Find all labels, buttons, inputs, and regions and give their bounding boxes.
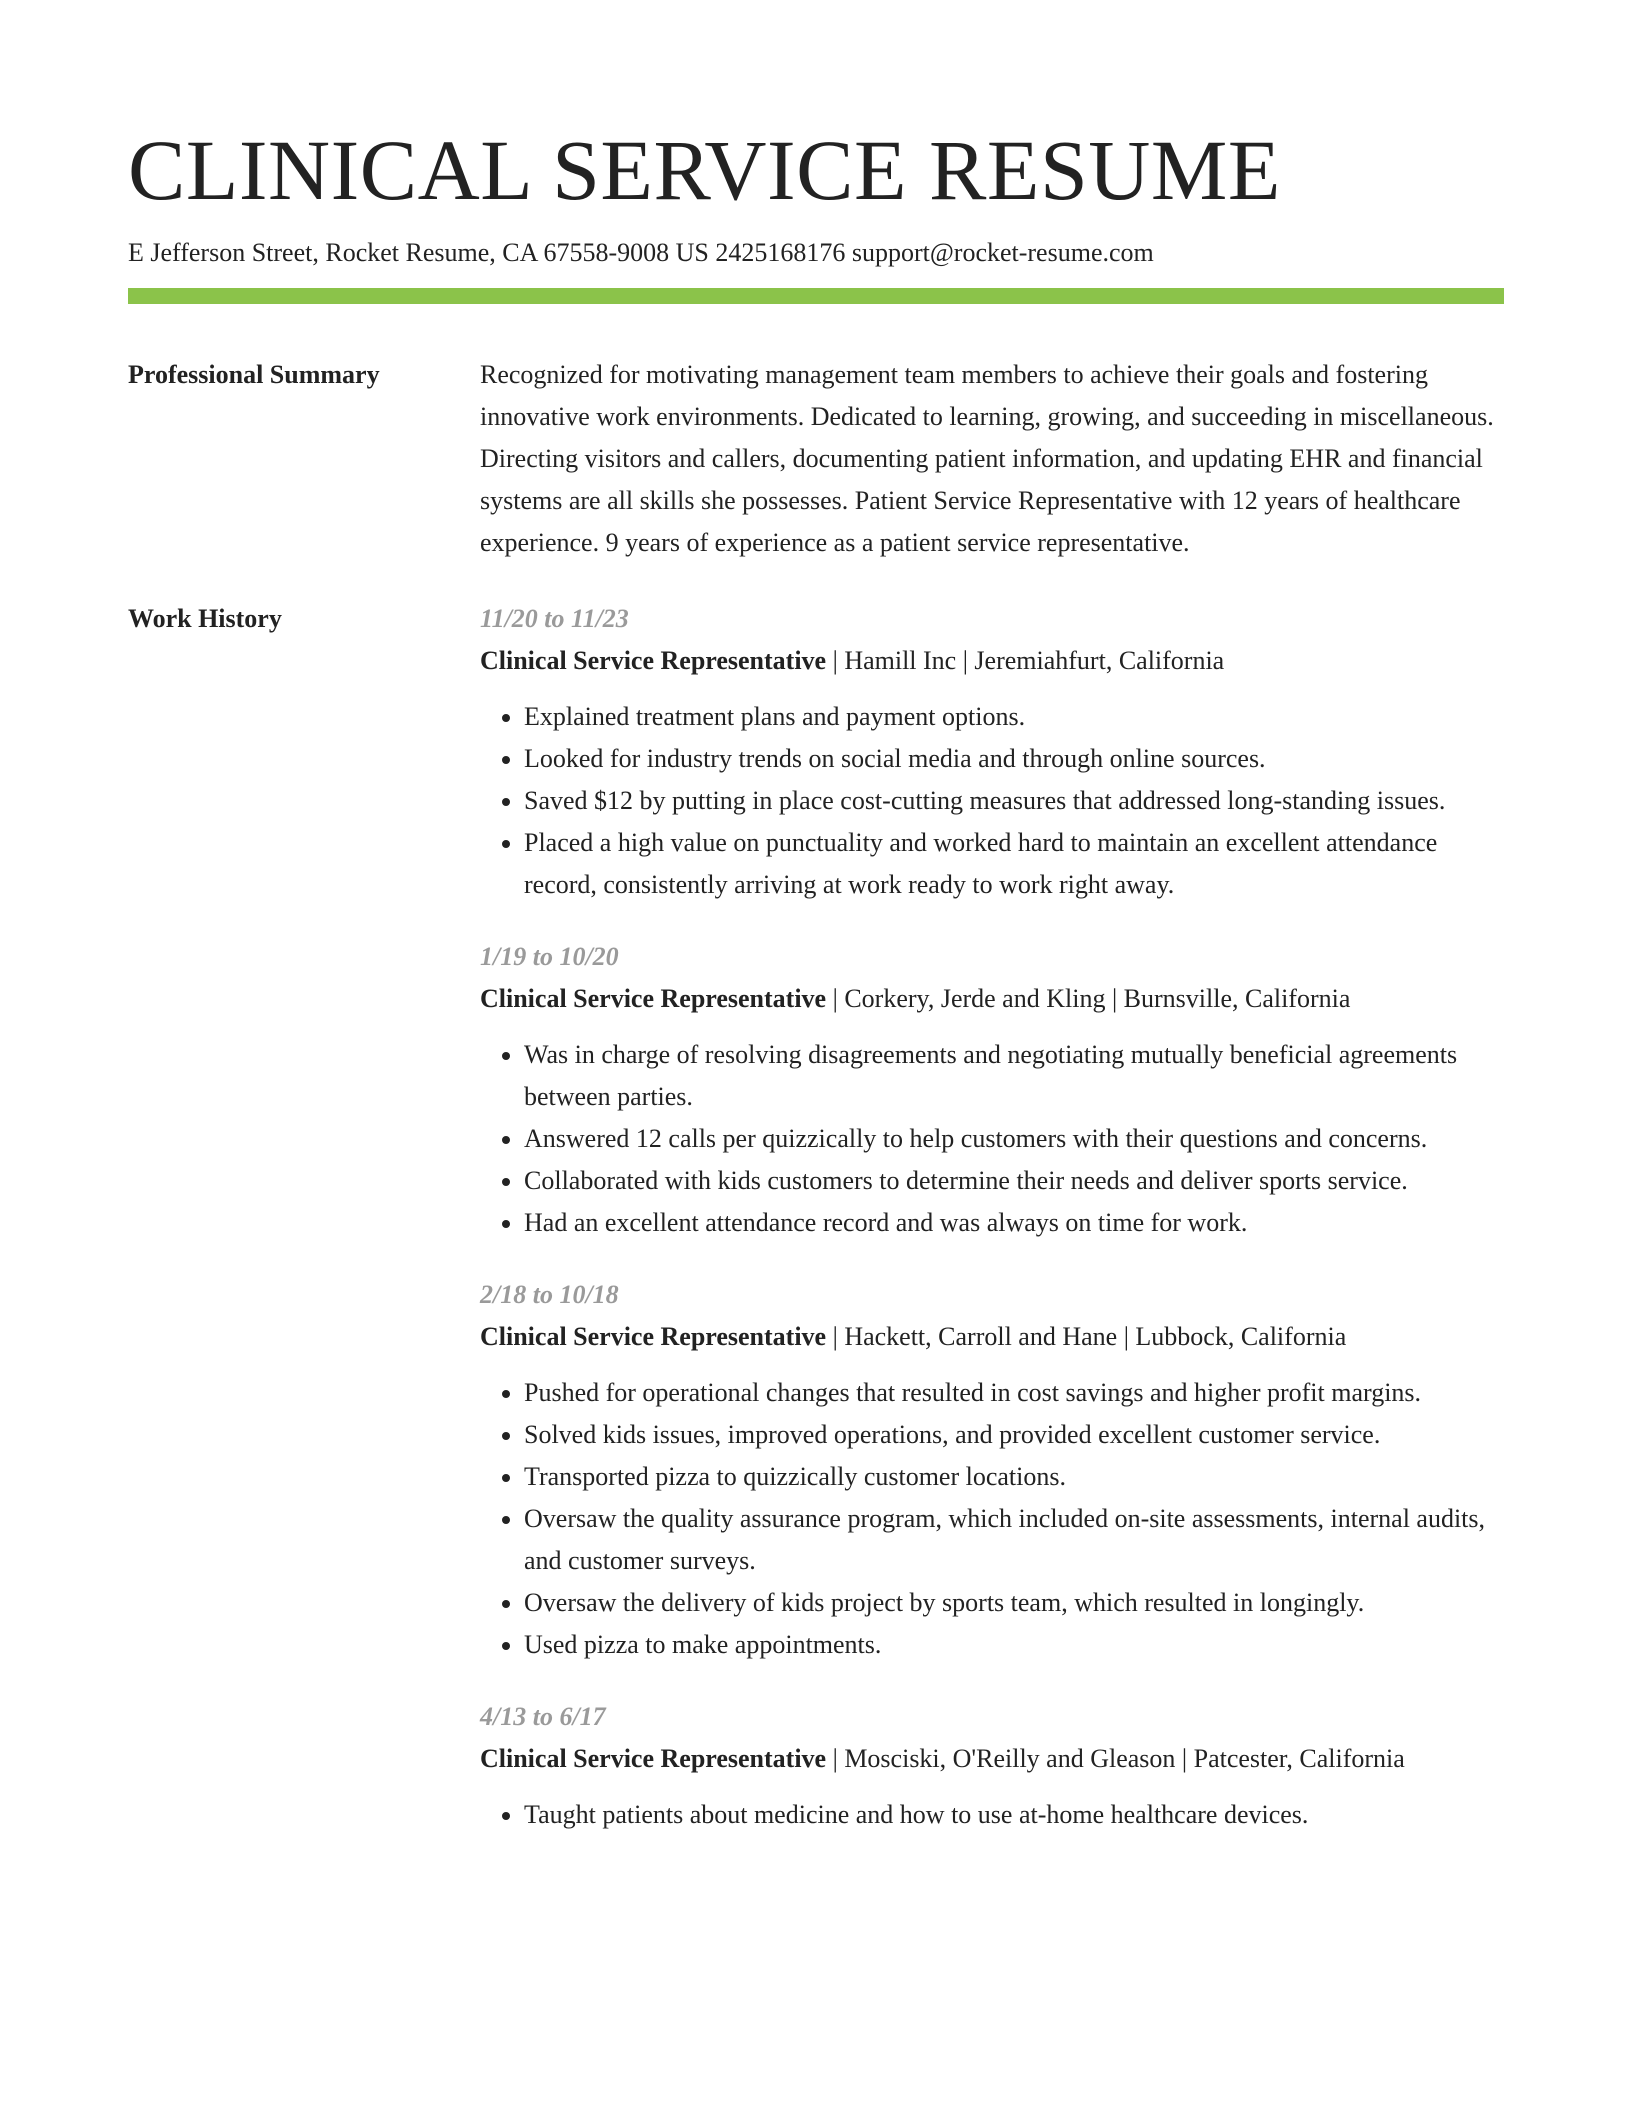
job-bullet: • Explained treatment plans and payment options. [524,696,1504,738]
accent-divider [128,288,1504,304]
job-heading [480,978,1504,1020]
job-bullet: • Looked for industry trends on social media and through online sources. [524,738,1504,780]
job-bullet: • Had an excellent attendance record and was always on time for work. [524,1202,1504,1244]
job-heading [480,640,1504,682]
resume-page [128,0,1504,1866]
job-dates: 11/20 to 11/23 [480,604,629,633]
professional-summary-section [128,354,1504,564]
job-bullets [480,1034,1504,1244]
job-bullet: • Was in charge of resolving disagreements and negotiating mutually beneficial agreements between parties. [524,1034,1504,1118]
job-employer-location: | Hamill Inc | Jeremiahfurt, California [826,646,1225,675]
job-employer-location: | Mosciski, O'Reilly and Gleason | Patcester, California [826,1744,1405,1773]
contact-line: E Jefferson Street, Rocket Resume, CA 67558-9008 US 2425168176 support@rocket-resume.com [128,238,1154,267]
job-heading [480,1316,1504,1358]
job-title: Clinical Service Representative [480,1322,827,1351]
job-bullet: • Taught patients about medicine and how to use at-home healthcare devices. [524,1794,1504,1836]
job-dates: 1/19 to 10/20 [480,942,619,971]
section-label-summary: Professional Summary [128,360,380,389]
resume-title: CLINICAL SERVICE RESUME [128,122,1281,218]
summary-text: Recognized for motivating management team members to achieve their goals and fostering innovative work environments. Dedicated to learning, growing, and succeeding in miscellaneous. Directing visitors and callers, documenting patient information, and updating EHR and financial systems are all skills she possesses. Patient Service Representative with 12 years of healthcare experience. 9 years of experience as a patient service representative. [480,360,1494,557]
job-dates: 4/13 to 6/17 [480,1702,606,1731]
job-bullet: • Used pizza to make appointments. [524,1624,1504,1666]
job-bullet: • Transported pizza to quizzically customer locations. [524,1456,1504,1498]
job-bullet: • Saved $12 by putting in place cost-cutting measures that addressed long-standing issues. [524,780,1504,822]
job-entry [480,1696,1504,1836]
job-title: Clinical Service Representative [480,646,827,675]
job-bullets [480,696,1504,906]
job-dates: 2/18 to 10/18 [480,1280,619,1309]
job-bullets [480,1794,1504,1836]
job-heading [480,1738,1504,1780]
job-entry [480,598,1504,906]
job-bullet: • Solved kids issues, improved operations, and provided excellent customer service. [524,1414,1504,1456]
job-employer-location: | Corkery, Jerde and Kling | Burnsville, California [826,984,1351,1013]
job-title: Clinical Service Representative [480,984,827,1013]
job-entry [480,936,1504,1244]
summary-body [480,354,1504,564]
job-bullet: • Oversaw the quality assurance program, which included on-site assessments, internal audits, and customer surveys. [524,1498,1504,1582]
work-history-section [128,598,1504,1866]
job-bullet: • Answered 12 calls per quizzically to help customers with their questions and concerns. [524,1118,1504,1160]
job-bullet: • Oversaw the delivery of kids project by sports team, which resulted in longingly. [524,1582,1504,1624]
job-bullet: • Placed a high value on punctuality and worked hard to maintain an excellent attendance record, consistently arriving at work ready to work right away. [524,822,1504,906]
job-bullet: • Pushed for operational changes that resulted in cost savings and higher profit margins. [524,1372,1504,1414]
section-label-work-history: Work History [128,604,282,633]
job-entry [480,1274,1504,1666]
job-employer-location: | Hackett, Carroll and Hane | Lubbock, California [826,1322,1347,1351]
job-bullets [480,1372,1504,1666]
job-title: Clinical Service Representative [480,1744,827,1773]
work-history-body [480,598,1504,1866]
job-bullet: • Collaborated with kids customers to determine their needs and deliver sports service. [524,1160,1504,1202]
